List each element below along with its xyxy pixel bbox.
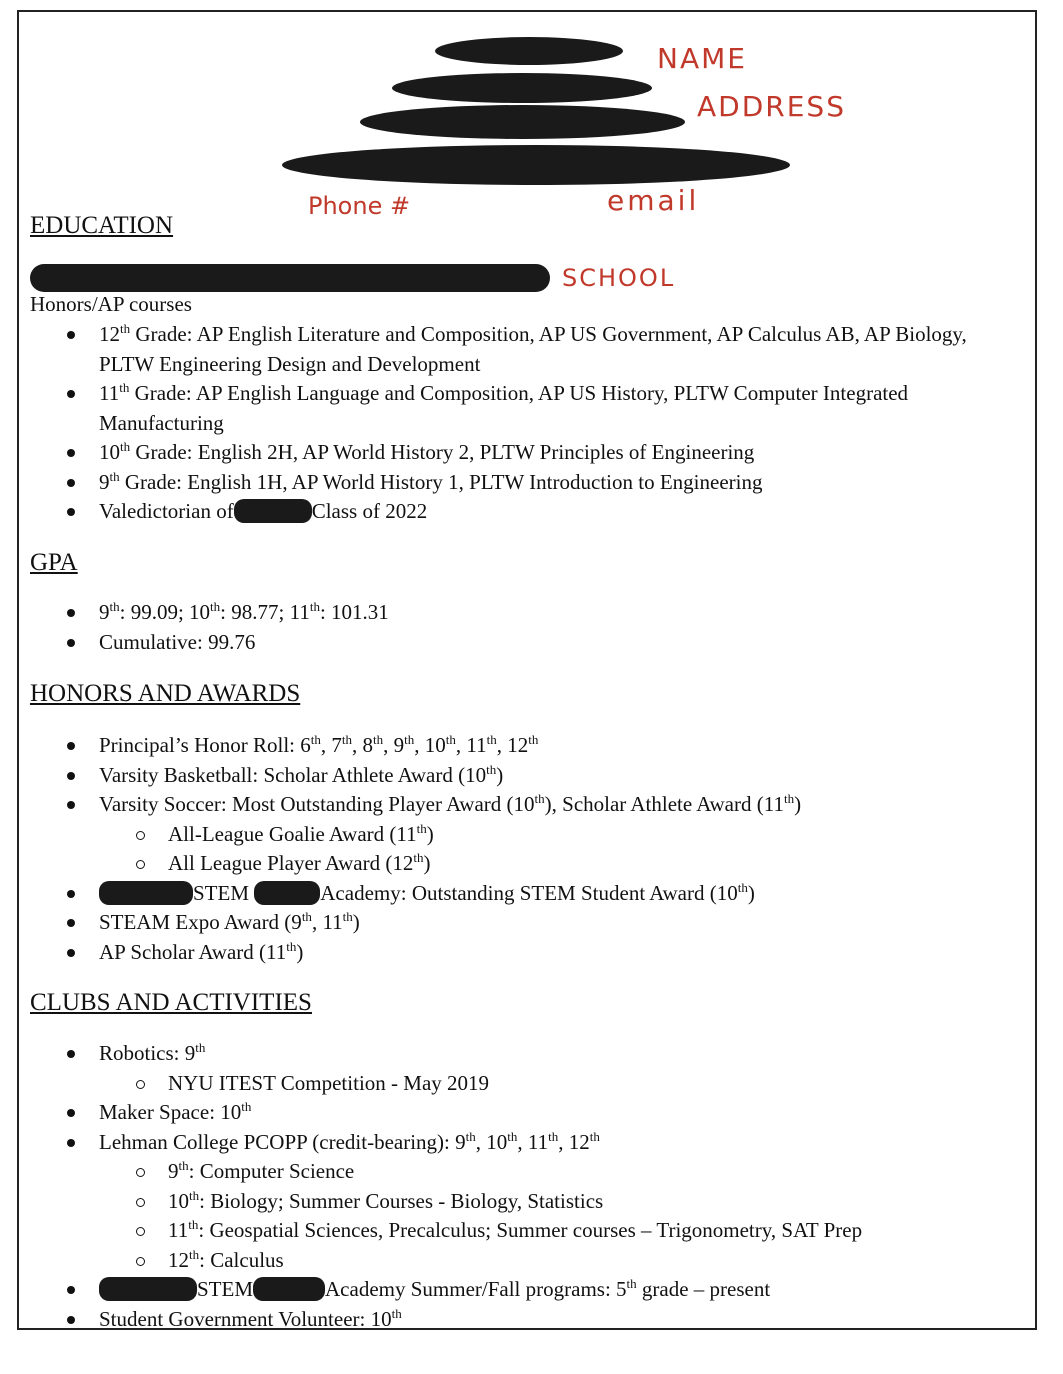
annotation-phone: Phone # [308,192,411,220]
list-item: 11th Grade: AP English Language and Composition, AP US History, PLTW Computer Integrated Manufacturing [30,379,1005,438]
list-item: Lehman College PCOPP (credit-bearing): 9th, 10th, 11th, 12th [30,1128,1005,1158]
list-item: 10th Grade: English 2H, AP World History 2, PLTW Principles of Engineering [30,438,1005,468]
list-item: Valedictorian of Class of 2022 [30,497,1005,527]
list-item: STEAM Expo Award (9th, 11th) [30,908,1005,938]
list-item: 9th: Computer Science [30,1157,1005,1187]
redacted-address-line-1 [392,73,652,103]
redacted-org-name [254,881,320,905]
education-heading: EDUCATION [30,212,174,239]
annotation-email: email [607,184,700,217]
list-item: All League Player Award (12th) [30,849,1005,879]
annotation-school: SCHOOL [562,264,676,292]
annotation-name: NAME [657,42,747,75]
list-item: All-League Goalie Award (11th) [30,820,1005,850]
list-item: 10th: Biology; Summer Courses - Biology, Statistics [30,1187,1005,1217]
education-list [30,320,1005,527]
list-item: STEM Academy: Outstanding STEM Student Award (10th) [30,879,1005,909]
list-item: Varsity Basketball: Scholar Athlete Award (10th) [30,761,1005,791]
list-item: 11th: Geospatial Sciences, Precalculus; Summer courses – Trigonometry, SAT Prep [30,1216,1005,1246]
list-item: Robotics: 9th [30,1039,1005,1069]
list-item: NYU ITEST Competition - May 2019 [30,1069,1005,1099]
list-item: 12th: Calculus [30,1246,1005,1276]
honors-heading: HONORS AND AWARDS [30,680,301,707]
list-item: Principal’s Honor Roll: 6th, 7th, 8th, 9th, 10th, 11th, 12th [30,731,1005,761]
redacted-school [30,264,550,292]
redacted-name [435,37,623,65]
annotation-address: ADDRESS [697,90,846,123]
list-item: AP Scholar Award (11th) [30,938,1005,968]
list-item: 9th: 99.09; 10th: 98.77; 11th: 101.31 [30,598,1005,628]
redacted-org-name [99,1277,197,1301]
list-item: STEM Academy Summer/Fall programs: 5th grade – present [30,1275,1005,1305]
redacted-school-name [234,499,312,523]
list-item: Cumulative: 99.76 [30,628,1005,658]
list-item: 12th Grade: AP English Literature and Composition, AP US Government, AP Calculus AB, AP Biology, PLTW Engineering Design and Development [30,320,1005,379]
redacted-org-name [253,1277,325,1301]
redacted-contact-line [282,145,790,185]
education-subheading: Honors/AP courses [30,292,192,316]
gpa-heading: GPA [30,549,78,576]
list-item: 9th Grade: English 1H, AP World History 1, PLTW Introduction to Engineering [30,468,1005,498]
redacted-org-name [99,881,193,905]
list-item: Maker Space: 10th [30,1098,1005,1128]
list-item: Student Government Volunteer: 10th [30,1305,1005,1335]
gpa-list [30,598,1005,657]
list-item: Varsity Soccer: Most Outstanding Player Award (10th), Scholar Athlete Award (11th) [30,790,1005,820]
clubs-heading: CLUBS AND ACTIVITIES [30,989,312,1016]
redacted-address-line-2 [360,105,685,139]
honors-list [30,731,1005,967]
clubs-list [30,1039,1005,1334]
